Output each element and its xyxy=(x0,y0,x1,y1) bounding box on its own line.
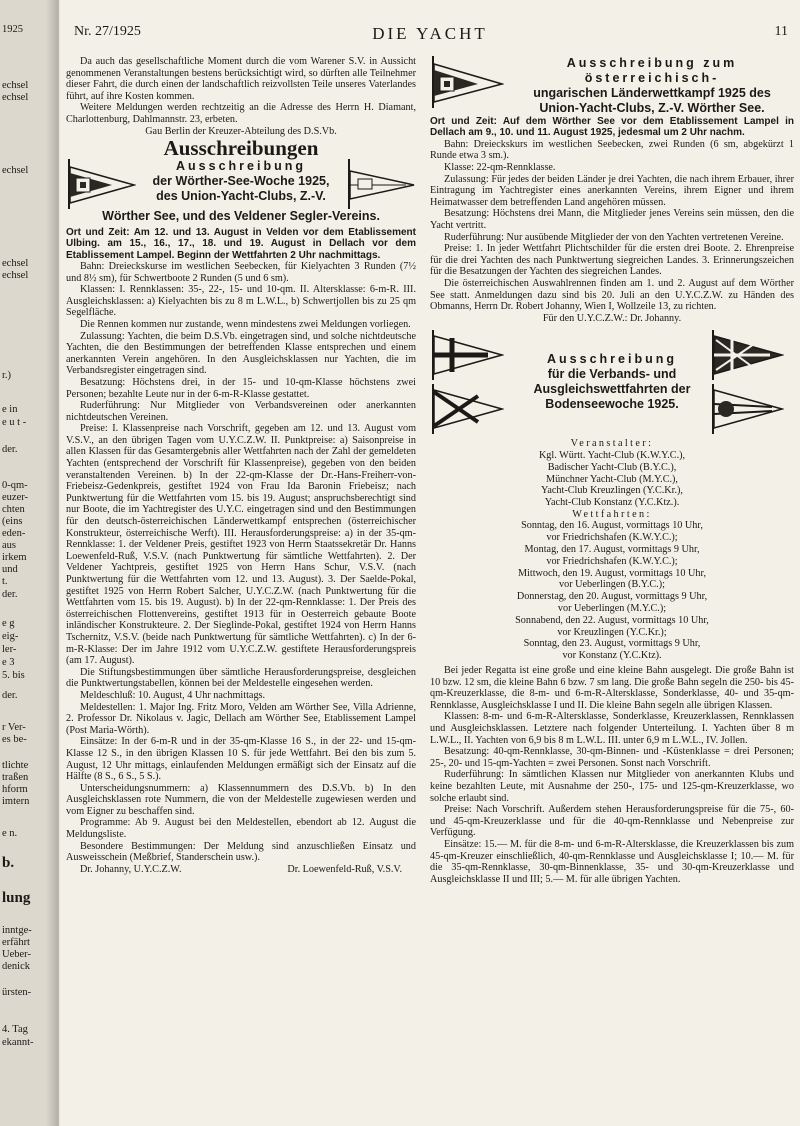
left-column xyxy=(66,56,416,875)
list-item: Montag, den 17. August, vormittags 9 Uhr, xyxy=(524,544,700,556)
facing-page-fragment: euzer- xyxy=(2,492,29,503)
paragraph: Die Stiftungsbestimmungen über sämtliche Herausforderungspreise, desgleichen die Punktwertungstabellen, können bei der Meldestelle eingesehen werden. xyxy=(66,666,416,690)
facing-page-fragment: erfährt xyxy=(2,937,30,948)
paragraph: Bei jeder Regatta ist eine große und eine kleine Bahn ausgelegt. Die große Bahn ist 10 bzw. 12 sm, die kleine Bahn 6 bzw. 7 sm lang. Die große Bahn segeln die 250- bis 45-qm-Kreuzerklasse, die 8-m- und 6-m-R-Altersklasse, Sonderklasse, 40- und 35-qm-Rennklasse, Ausgleichsklasse I und II. Die kleine Bahn segeln alle übrigen Klassen. xyxy=(430,665,794,711)
facing-page-fragment: 4. Tag xyxy=(2,1024,28,1035)
facing-page-fragment: 0-qm- xyxy=(2,480,28,491)
heading-line: Ausschreibung xyxy=(547,352,677,367)
section-title: Ausschreibungen xyxy=(163,136,319,161)
facing-page-fragment: eig- xyxy=(2,631,19,642)
club-pennant-icon xyxy=(430,56,504,108)
club-pennant-icon xyxy=(430,330,504,380)
organizer-list xyxy=(430,450,794,509)
paragraph: Unterscheidungsnummern: a) Klassennummern des D.S.Vb. b) In den Ausgleichsklassen rote Nummern, die von der Meldestelle zugewiesen werden und vom Eigner zu beschaffen sind. xyxy=(66,782,416,817)
facing-page-fragment: t. xyxy=(2,576,8,587)
paragraph: Einsätze: In der 6-m-R und in der 35-qm-Klasse 16 S., in der 22- und 15-qm-Klasse 12 S., in den übrigen Klassen 10 S. für jede Wettfahrt. Bei den bis zum 5. August, 12 Uhr mittags, einlaufenden Meldungen ermäßigt sich der Einsatz auf die Hälfte (8 S., 6 S., 5 S.). xyxy=(66,736,416,783)
facing-page-fragment: 5. bis xyxy=(2,670,25,681)
paragraph: Zulassung: Für jedes der beiden Länder je drei Yachten, die nach ihrem Erbauer, ihrer Eintragung im Yachtregister eines anerkannten Vereins, ihrem Eigner und ihrem Heimatwasser dem betreffenden Land angehören müssen. xyxy=(430,173,794,208)
announcement-heading-2 xyxy=(430,56,794,116)
facing-page-fragment: (eins xyxy=(2,516,23,527)
list-item: vor Friedrichshafen (K.W.Y.C.); xyxy=(546,555,678,567)
binding-shadow xyxy=(46,0,58,1126)
heading-line: Wörther See, und des Veldener Segler-Vereins. xyxy=(102,208,380,223)
ort-und-zeit: Ort und Zeit: Am 12. und 13. August in Velden vor dem Etablissement Ulbing. am 15., 16., 17., 18. und 19. August in Dellach vor dem Etablissement Lampel. Beginn der Wettfahrten 2 Uhr nachmittags. xyxy=(66,226,416,261)
facing-page-fragment: chten xyxy=(2,504,25,515)
facing-page-fragment: ürsten- xyxy=(2,987,32,998)
heading-line: ungarischen Länderwettkampf 1925 des xyxy=(533,86,771,100)
facing-page-fragment: irkem xyxy=(2,552,27,563)
facing-page-fragment: aus xyxy=(2,540,16,551)
magazine-title: DIE YACHT xyxy=(372,24,488,43)
facing-page-fragment: e 3 xyxy=(2,657,15,668)
race-schedule xyxy=(430,520,794,662)
club-pennant-icon xyxy=(710,384,784,434)
facing-page-fragment: e u t - xyxy=(2,417,27,428)
facing-page-fragment: e g xyxy=(2,618,15,629)
facing-page-fragment: ler- xyxy=(2,644,17,655)
paragraph: Einsätze: 15.— M. für die 8-m- und 6-m-R-Altersklasse, die Kreuzerklassen bis zum 45-qm-Kreuzer einschließlich, 40-qm-Rennklasse und Ausgleichsklasse I; 10.— M. für die 35-qm-Rennklasse, 30-qm-Binnenklasse, 35- und 30-qm-Kreuzerklasse und Ausgleichsklasse II und III; 5.— M. für alle übrigen Yachten. xyxy=(430,838,794,885)
list-item: Yacht-Club Kreuzlingen (Y.C.Kr.), xyxy=(541,485,683,497)
page-header xyxy=(60,24,800,46)
facing-page-fragment: ekannt- xyxy=(2,1037,34,1048)
heading-line: Ausgleichswettfahrten der xyxy=(533,382,691,397)
paragraph: Preise: Nach Vorschrift. Außerdem stehen Herausforderungspreise für die 75-, 60- und 45-qm-Kreuzerklasse und für die 40-qm-Rennklasse und Nebenpreise zur Verfügung. xyxy=(430,804,794,839)
list-item: Badischer Yacht-Club (B.Y.C.), xyxy=(547,461,677,473)
heading-line: für die Verbands- und xyxy=(547,367,677,382)
heading-line: Bodenseewoche 1925. xyxy=(545,397,679,412)
list-item: Sonntag, den 16. August, vormittags 10 Uhr, xyxy=(521,520,703,532)
facing-page-fragment: e n. xyxy=(2,828,18,839)
facing-page-fragment: e in xyxy=(2,404,18,415)
facing-page-fragment: b. xyxy=(2,855,15,871)
facing-page-fragment: imtern xyxy=(2,796,30,807)
paragraph: Meldeschluß: 10. August, 4 Uhr nachmittags. xyxy=(80,689,266,701)
club-pennant-icon xyxy=(430,384,504,434)
signature: Für den U.Y.C.Z.W.: Dr. Johanny. xyxy=(542,312,682,324)
paragraph: Klasse: 22-qm-Rennklasse. xyxy=(444,162,556,173)
paragraph: Meldestellen: 1. Major Ing. Fritz Moro, Velden am Wörther See, Villa Adrienne, 2. Professor Dr. Nikolaus v. Jagic, Dellach am Wörther See, Etablissement Lampel (Post Maria-Wörth). xyxy=(66,701,416,736)
facing-page-fragment: der. xyxy=(2,444,18,455)
announcement-heading-1 xyxy=(66,159,416,209)
paragraph: Die Rennen kommen nur zustande, wenn mindestens zwei Meldungen vorliegen. xyxy=(80,318,411,330)
list-item: vor Friedrichshafen (K.W.Y.C.); xyxy=(546,532,678,544)
paragraph: Besatzung: Höchstens drei, in der 15- und 10-qm-Klasse höchstens zwei Personen; bezahlte Leute nur in der 6-m-R-Klasse gestattet. xyxy=(66,376,416,400)
paragraph: Bahn: Dreieckskurse im westlichen Seebecken, für Kielyachten 3 Runden (7½ und 8½ sm), für Schwertboote 2 Runden (5 und 6 sm). xyxy=(66,260,416,284)
facing-page-fragment: der. xyxy=(2,690,18,701)
paragraph: Zulassung: Yachten, die beim D.S.Vb. eingetragen sind, und solche nichtdeutsche Yachten, die den Bestimmungen der betreffenden Klasse entsprechen und einem anerkannten Verein angehören. In den Ausgleichsklassen nur Yachten, die im Verbandsregister eingetragen sind. xyxy=(66,330,416,377)
facing-page-fragment: r Ver- xyxy=(2,722,26,733)
paragraph: Klassen: I. Rennklassen: 35-, 22-, 15- und 10-qm. II. Altersklasse: 6-m-R. III. Ausgleichsklassen: a) Kielyachten bis zu 8 m L.W.L., b) Schwertjollen bis zu 25 qm Segelfläche. xyxy=(66,284,416,319)
facing-page-fragment: 1925 xyxy=(2,24,23,35)
paragraph: Ruderführung: Nur ausübende Mitglieder der von den Yachten vertretenen Vereine. xyxy=(444,231,784,243)
facing-page-fragment: echsel xyxy=(2,270,29,281)
list-item: vor Ueberlingen (M.Y.C.); xyxy=(557,603,667,615)
facing-page-edge xyxy=(0,0,59,1126)
paragraph: Preise: 1. In jeder Wettfahrt Plichtschilder für die ersten drei Boote. 2. Ehrenpreise für die drei Yachten des nach Punktwertung siegreichen Landes. 3. Erinnerungszeichen für die Besatzungen der Yachten des siegreichen Landes. xyxy=(430,243,794,278)
list-item: vor Konstanz (Y.C.Ktz). xyxy=(562,650,662,662)
intro-paragraph: Weitere Meldungen werden rechtzeitig an die Adresse des Herrn H. Diamant, Charlottenburg, Dahlmannstr. 23, erbeten. xyxy=(66,102,416,125)
facing-page-fragment: echsel xyxy=(2,80,29,91)
signature-right: Dr. Loewenfeld-Ruß, V.S.V. xyxy=(287,863,402,875)
right-column xyxy=(430,56,794,885)
facing-page-fragment: echsel xyxy=(2,258,29,269)
facing-page-fragment: inntge- xyxy=(2,925,32,936)
paragraph: Die österreichischen Auswahlrennen finden am 1. und 2. August auf dem Wörther See statt. Anmeldungen dazu sind bis 20. Juli an den U.Y.C.Z.W. zu Händen des Obmanns, Herrn Dr. Robert Johanny, Wien I, Wollzeile 13, zu richten. xyxy=(430,277,794,313)
heading-line: Ausschreibung xyxy=(176,158,306,173)
paragraph: Besatzung: Höchstens drei Mann, die Mitglieder jenes Vereins sein müssen, den die Yacht vertritt. xyxy=(430,208,794,231)
list-item: vor Kreuzlingen (Y.C.Kr.); xyxy=(557,626,667,638)
list-item: Yacht-Club Konstanz (Y.C.Ktz.). xyxy=(544,497,680,509)
paragraph: Ruderführung: Nur Mitglieder von Verbandsvereinen oder anerkannten nichtdeutschen Vereinen. xyxy=(66,400,416,423)
list-item: Mittwoch, den 19. August, vormittags 10 Uhr, xyxy=(517,567,707,579)
facing-page-fragment: und xyxy=(2,564,18,575)
heading-line: der Wörther-See-Woche 1925, xyxy=(152,173,330,188)
list-item: vor Ueberlingen (B.Y.C.); xyxy=(559,579,665,591)
facing-page-fragment: eden- xyxy=(2,528,26,539)
paragraph: Preise: I. Klassenpreise nach Vorschrift, gegeben am 12. und 13. August vom V.S.V., an den übrigen Tagen vom U.Y.C.Z.W. II. Punktpreise: a) Saisonpreise in allen Klassen für das Gesamtergebnis aller Wettfahrten nach der Zahl der gemeldeten Yachten (entsprechend der Vorschrift für Klassenpreise), gegeben von den beiden veranstaltenden Vereinen. b) In der 22-qm-Klasse der Dr.-Hans-Freiherr-von-Friebeisz-Gedenkpreis, gestiftet 1924 von Frau Ida Baronin Friebeisz; nach Punktwertung für die Wettfahrten vom 15. bis 19. August; anspruchsberechtigt sind nur Boote, die im Yachtregister des U.Y.C. eingetragen sind und den Bestimmungen für den deutsch-österreichischen Länderwettkampf entsprechen (österreichischer Konstrukteur, österreichische Werft). III. Herausforderungspreise: a) in der 35-qm-Rennklasse: 1. der Veldener Preis, gestiftet 1923 von Herrn Staatssekretär Dr. Hanns Loewenfeld-Ruß, V.S.V. (nach Punktwertung für sämtliche Wettfahrten). 2. Der Veldener Yachtpreis, gestiftet 1925 von Herrn Hans Schur, V.S.V. (nach Punktwertung für die Wettfahrten vom 12. und 13. August). 3. Der Saelde-Pokal, gestiftet 1925 von Herrn Robert Salcher, U.Y.C.Z.W. (nach Punktwertung für die Wettfahrten vom 15. bis 19. August). b) In der 22-qm-Rennklasse: 1. Der Preis des österreichischen Flottenvereins, gestiftet 1913 für in Oesterreich gebaute Boote inländischer Konstrukteure. 2. Der Sieglinde-Pokal, gestiftet 1924 von Herrn Hanns Tschernitz, V.S.V. (beide nach Punktwertung für sämtliche Wettfahrten). c) In der 6-m-R-Klasse: Der im Jahre 1912 vom U.Y.C.Z.W. gestiftete Herausforderungspreis (am 17. August). xyxy=(66,423,416,667)
page-number: 11 xyxy=(774,24,788,39)
intro-signature: Gau Berlin der Kreuzer-Abteilung des D.S.Vb. xyxy=(145,125,337,137)
ort-und-zeit: Ort und Zeit: Auf dem Wörther See vor dem Etablissement Lampel in Dellach am 9., 10. und 11. August 1925, jedesmal um 2 Uhr nachm. xyxy=(430,116,794,139)
paragraph: Bahn: Dreieckskurs im westlichen Seebecken, zwei Runden (6 sm, abgekürzt 1 Runde etwa 3 sm.). xyxy=(430,138,794,162)
paragraph: Besondere Bestimmungen: Der Meldung sind anzuschließen Einsatz und Ausweisschein (Meßbrief, Standerschein usw.). xyxy=(66,840,416,864)
paragraph: Ruderführung: In sämtlichen Klassen nur Mitglieder von anerkannten Klubs und keine bezahlten Leute, mit Ausnahme der 250-, 175- und 125-qm-Kreuzerklasse, wo solche erlaubt sind. xyxy=(430,769,794,804)
club-pennant-icon xyxy=(710,330,784,380)
signatures xyxy=(66,864,416,876)
paragraph: Programme: Ab 9. August bei den Meldestellen, ebendort ab 12. August die Meldungsliste. xyxy=(66,817,416,841)
facing-page-fragment: Ueber- xyxy=(2,949,31,960)
facing-page-fragment: traßen xyxy=(2,772,29,783)
issue-number: Nr. 27/1925 xyxy=(74,24,141,39)
facing-page-fragment: echsel xyxy=(2,165,29,176)
paragraph: Besatzung: 40-qm-Rennklasse, 30-qm-Binnen- und -Küstenklasse = drei Personen; 25-, 20- und 15-qm-Yachten = zwei Personen. Sonst nach Vorschrift. xyxy=(430,746,794,769)
signature-left: Dr. Johanny, U.Y.C.Z.W. xyxy=(80,863,182,875)
heading-line: Ausschreibung zum österreichisch- xyxy=(566,56,738,85)
intro-paragraph: Da auch das gesellschaftliche Moment durch die vom Warener S.V. in Aussicht genommenen Veranstaltungen bestens berücksichtigt wird, so dürften alle Teilnehmer dieser Fahrt, die durch einen der landschaftlich reizvollsten Teile unseres Vaterlandes führt, auf ihre Kosten kommen. xyxy=(66,56,416,102)
list-item: Münchner Yacht-Club (M.Y.C.), xyxy=(546,473,678,485)
list-item: Donnerstag, den 20. August, vormittags 9 Uhr, xyxy=(516,591,708,603)
heading-line: Union-Yacht-Clubs, Z.-V. Wörther See. xyxy=(539,101,765,115)
facing-page-fragment: r.) xyxy=(2,370,12,381)
wettfahrten-heading: Wettfahrten: xyxy=(572,508,652,520)
veranstalter-heading: Veranstalter: xyxy=(570,438,654,450)
facing-page-fragment: echsel xyxy=(2,92,29,103)
announcement-heading-3 xyxy=(430,330,794,434)
list-item: Kgl. Württ. Yacht-Club (K.W.Y.C.), xyxy=(538,449,686,461)
facing-page-fragment: der. xyxy=(2,589,18,600)
list-item: Sonntag, den 23. August, vormittags 9 Uhr, xyxy=(523,638,701,650)
paragraph: Klassen: 8-m- und 6-m-R-Altersklasse, Sonderklasse, Kreuzerklassen, Rennklassen und Ausgleichsklassen. Letztere nach folgender Unterteilung. I. Yachten über 8 m L.W.L., II. Yachten von 6,9 bis 8 m L.W.L. III. unter 6,9 m L.W.L., IV. Jollen. xyxy=(430,711,794,746)
club-pennant-icon xyxy=(66,159,136,209)
facing-page-fragment: lung xyxy=(2,890,31,906)
facing-page-fragment: denick xyxy=(2,961,30,972)
facing-page-fragment: hform xyxy=(2,784,28,795)
facing-page-fragment: tlichte xyxy=(2,760,29,771)
club-pennant-icon xyxy=(346,159,416,209)
document-page xyxy=(60,0,800,1126)
heading-line: des Union-Yacht-Clubs, Z.-V. xyxy=(156,188,326,203)
list-item: Sonnabend, den 22. August, vormittags 10 Uhr, xyxy=(515,614,709,626)
facing-page-fragment: es be- xyxy=(2,734,27,745)
